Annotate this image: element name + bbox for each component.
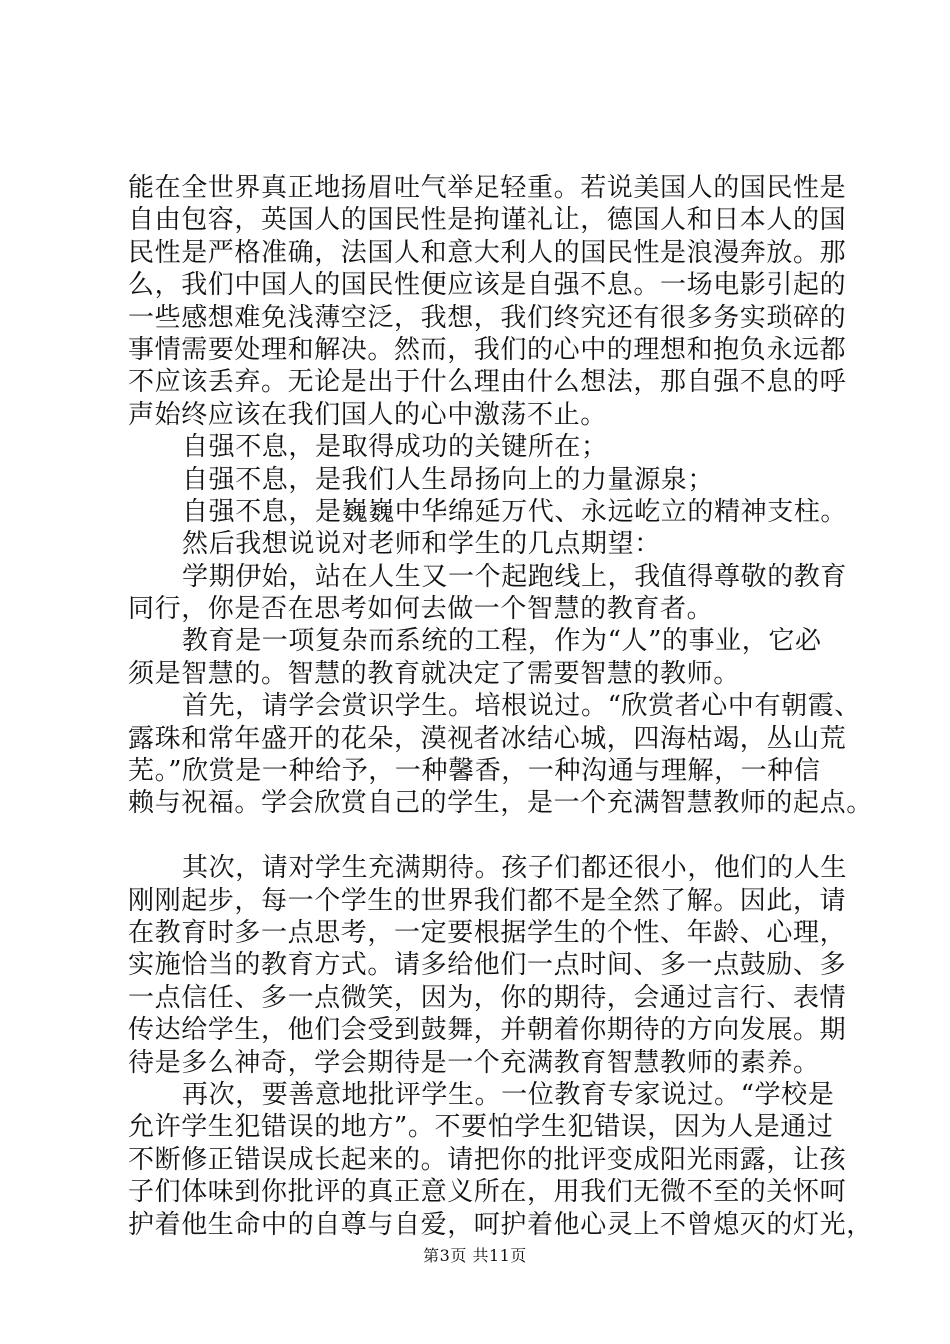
text-line: 同行，你是否在思考如何去做一个智慧的教育者。 [128, 594, 714, 625]
paragraph-self-strengthening-2 [128, 464, 840, 496]
text-line: 芜。”欣赏是一种给予，一种馨香，一种沟通与理解，一种信 [128, 756, 821, 787]
text-line: 自强不息，是我们人生昂扬向上的力量源泉； [182, 464, 715, 495]
page-number-footer: 第3页 共11页 [423, 1246, 527, 1265]
text-line: 赖与祝福。学会欣赏自己的学生，是一个充满智慧教师的起点。 [128, 788, 873, 819]
text-line: 自由包容，英国人的国民性是拘谨礼让，德国人和日本人的国 [128, 205, 847, 236]
text-line: 教育是一项复杂而系统的工程，作为“人”的事业，它必 [182, 626, 822, 657]
text-line: 实施恰当的教育方式。请多给他们一点时间、多一点鼓励、多 [128, 950, 847, 981]
text-line: 一些感想难免浅薄空泛，我想，我们终究还有很多务实琐碎的 [128, 302, 847, 333]
text-line: 自强不息，是巍巍中华绵延万代、永远屹立的精神支柱。 [182, 496, 848, 527]
text-line: 声始终应该在我们国人的心中激荡不止。 [128, 399, 607, 430]
text-line: 自强不息，是取得成功的关键所在； [182, 432, 608, 463]
text-line: 其次，请对学生充满期待。孩子们都还很小，他们的人生 [182, 853, 848, 884]
text-line: 么，我们中国人的国民性便应该是自强不息。一场电影引起的 [128, 270, 847, 301]
text-line: 能在全世界真正地扬眉吐气举足轻重。若说美国人的国民性是 [128, 173, 847, 203]
document-body [128, 172, 873, 1241]
text-line: 须是智慧的。智慧的教育就决定了需要智慧的教师。 [128, 658, 740, 689]
text-line: 不应该丢弃。无论是出于什么理由什么想法，那自强不息的呼 [128, 367, 847, 398]
text-line: 露珠和常年盛开的花朵，漠视者冰结心城，四海枯竭，丛山荒 [128, 723, 847, 754]
text-line: 刚刚起步，每一个学生的世界我们都不是全然了解。因此，请 [128, 885, 847, 916]
text-line: 再次，要善意地批评学生。一位教育专家说过。“学校是 [182, 1079, 835, 1110]
paragraph-expect-students [128, 852, 848, 1079]
paragraph-criticize-kindly [128, 1079, 873, 1241]
text-line: 待是多么神奇，学会期待是一个充满教育智慧教师的素养。 [128, 1047, 820, 1078]
paragraph-wise-education [128, 625, 840, 690]
text-line: 首先，请学会赏识学生。培根说过。“欣赏者心中有朝霞、 [182, 691, 861, 722]
paragraph-self-strengthening-3 [128, 496, 848, 528]
text-line: 一点信任、多一点微笑，因为，你的期待，会通过言行、表情 [128, 982, 847, 1013]
paragraph-semester-start [128, 561, 848, 626]
text-line: 不断修正错误成长起来的。请把你的批评变成阳光雨露，让孩 [128, 1144, 847, 1175]
text-line: 护着他生命中的自尊与自爱，呵护着他心灵上不曾熄灭的灯光， [128, 1209, 873, 1240]
text-line: 子们体味到你批评的真正意义所在，用我们无微不至的关怀呵 [128, 1177, 847, 1208]
paragraph-appreciate-students [128, 690, 873, 820]
paragraph-gap [128, 820, 840, 852]
paragraph-national-character [128, 172, 847, 431]
text-line: 事情需要处理和解决。然而，我们的心中的理想和抱负永远都 [128, 334, 847, 365]
text-line: 学期伊始，站在人生又一个起跑线上，我值得尊敬的教育 [182, 561, 848, 592]
text-line: 然后我想说说对老师和学生的几点期望： [182, 529, 661, 560]
text-line: 在教育时多一点思考，一定要根据学生的个性、年龄、心理， [128, 917, 847, 948]
paragraph-expectations-intro [128, 528, 840, 560]
text-line: 传达给学生，他们会受到鼓舞，并朝着你期待的方向发展。期 [128, 1015, 847, 1046]
paragraph-self-strengthening-1 [128, 431, 840, 463]
text-line: 允许学生犯错误的地方”。不要怕学生犯错误，因为人是通过 [128, 1112, 834, 1143]
text-line: 民性是严格准确，法国人和意大利人的国民性是浪漫奔放。那 [128, 237, 847, 268]
